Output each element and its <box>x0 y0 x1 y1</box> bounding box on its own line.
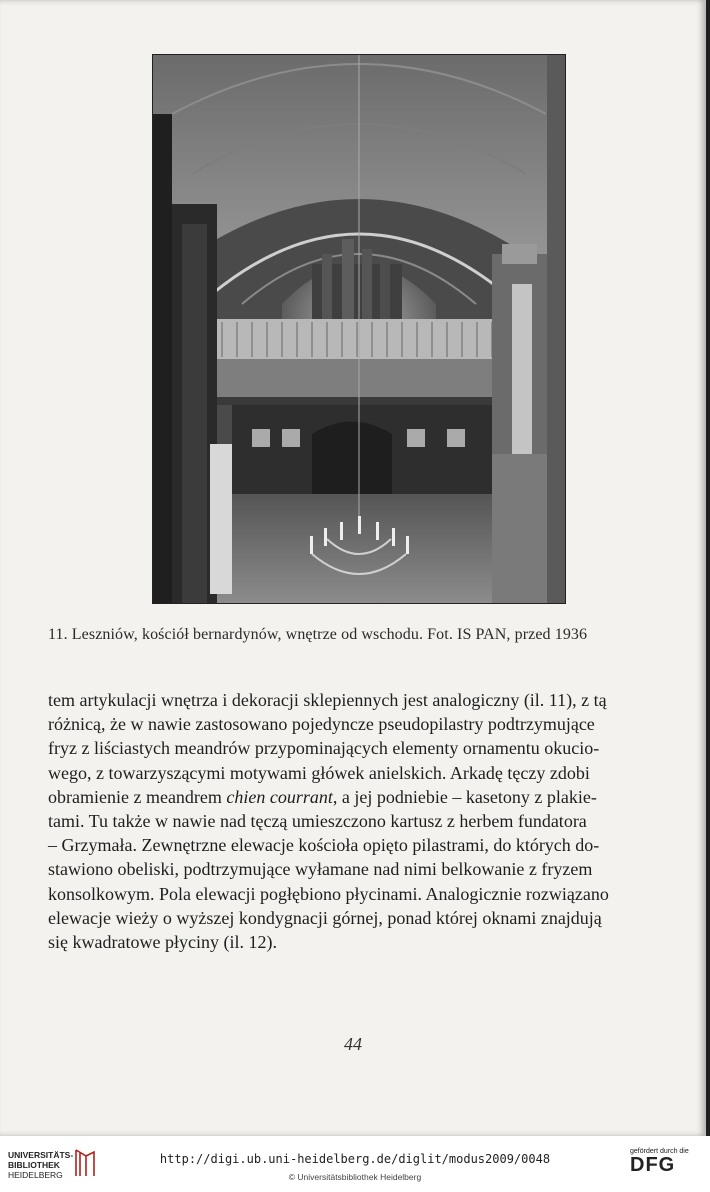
text-line: tem artykulacji wnętrza i dekoracji sklepiennych jest analogiczny (il. 11), z tą <box>48 690 607 710</box>
page-number: 44 <box>344 1034 362 1054</box>
library-name-line: UNIVERSITÄTS- <box>8 1150 74 1160</box>
text-line: – Grzymała. Zewnętrzne elewacje kościoła opięto pilastrami, do których do- <box>48 835 600 856</box>
copyright-notice: © Universitätsbibliothek Heidelberg <box>288 1172 422 1182</box>
text-line: elewacje wieży o wyższej kondygnacji górnej, ponad której oknami znajdują <box>48 907 602 928</box>
text-segment: , a jej podniebie – kasetony z plakie- <box>332 786 597 807</box>
text-line: fryz z liściastych meandrów przypominających elementy ornamentu okucio- <box>48 738 600 759</box>
body-paragraph <box>48 688 668 954</box>
text-segment: obramienie z meandrem <box>48 786 227 807</box>
photo-illustration <box>152 54 566 604</box>
library-name-line: BIBLIOTHEK <box>8 1160 60 1170</box>
figure-caption: 11. Leszniów, kościół bernardynów, wnętrze od wschodu. Fot. IS PAN, przed 1936 <box>48 626 588 643</box>
library-name-line: HEIDELBERG <box>8 1170 63 1180</box>
funding-label: gefördert durch die <box>630 1148 689 1155</box>
text-line: stawiono obeliski, podtrzymujące wyłamane nad nimi belkowanie z fryzem <box>48 859 593 880</box>
dfg-logo: DFG <box>630 1154 676 1176</box>
text-line: różnicą, że w nawie zastosowano pojedyncze pseudopilastry podtrzymujące <box>48 714 595 735</box>
text-line: tami. Tu także w nawie nad tęczą umieszczono kartusz z herbem fundatora <box>48 811 587 832</box>
dfg-funding-logo[interactable] <box>630 1148 689 1175</box>
text-line: się kwadratowe płyciny (il. 12). <box>48 932 277 953</box>
italic-term: chien courrant <box>226 786 333 807</box>
church-interior-photo <box>152 54 566 604</box>
text-line <box>48 785 668 809</box>
source-url-link[interactable]: http://digi.ub.uni-heidelberg.de/diglit/modus2009/0048 <box>159 1152 551 1166</box>
text-line: wego, z towarzyszącymi motywami główek anielskich. Arkadę tęczy zdobi <box>48 762 590 783</box>
text-line: konsolkowym. Pola elewacji pogłębiono płycinami. Analogicznie rozwiązano <box>48 883 609 904</box>
